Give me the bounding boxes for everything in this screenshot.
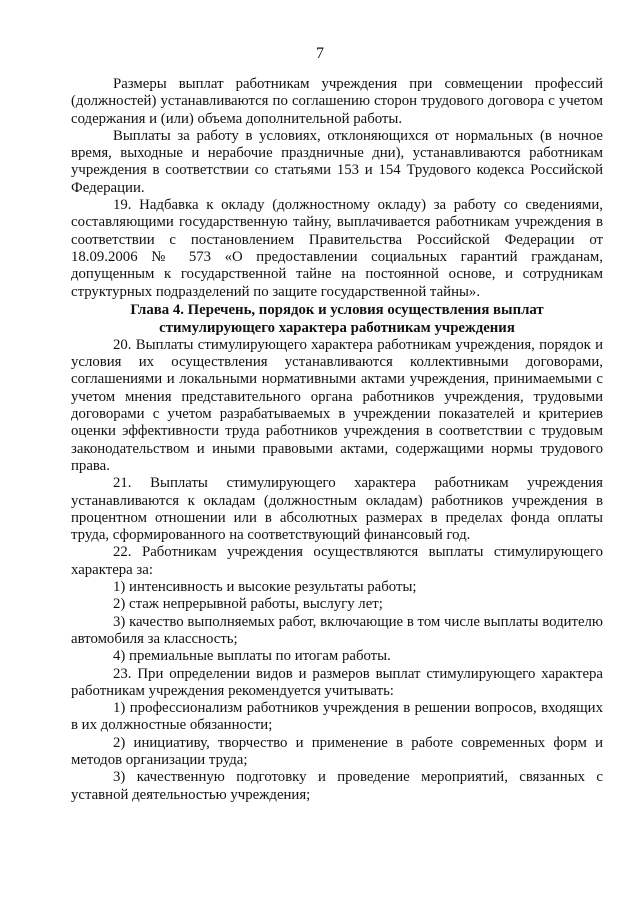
paragraph: Выплаты за работу в условиях, отклоняющихся от нормальных (в ночное время, выходные и нерабочие праздничные дни), устанавливаются работникам учреждения в соответствии со статьями 153 и 154 Трудового кодекса Российской Федерации. (71, 127, 603, 196)
paragraph-22: 22. Работникам учреждения осуществляются выплаты стимулирующего характера за: (71, 544, 603, 578)
document-body (71, 76, 603, 804)
page-number: 7 (316, 45, 324, 62)
list-item: 2) стаж непрерывной работы, выслугу лет; (113, 596, 383, 613)
chapter-heading (71, 301, 603, 337)
list-item: 2) инициативу, творчество и применение в работе современных форм и методов организации труда; (71, 734, 603, 768)
chapter-heading-line2: стимулирующего характера работникам учреждения (159, 319, 515, 336)
paragraph: Размеры выплат работникам учреждения при совмещении профессий (должностей) устанавливаются по соглашению сторон трудового договора с учетом содержания и (или) объема дополнительной работы. (71, 76, 603, 127)
paragraph-20: 20. Выплаты стимулирующего характера работникам учреждения, порядок и условия их осуществления устанавливаются коллективными договорами, соглашениями и локальными нормативными актами учреждения, принимаемыми с учетом мнения представительного органа работников учреждения, трудовыми договорами с учетом разрабатываемых в учреждении показателей и критериев оценки эффективности труда работников учреждения в соответствии с трудовым законодательством и иными правовыми актами, содержащими нормы трудового права. (71, 336, 603, 474)
paragraph-21: 21. Выплаты стимулирующего характера работникам учреждения устанавливаются к окладам (должностным окладам) работников учреждения в процентном отношении или в абсолютных размерах в пределах фонда оплаты труда, сформированного на соответствующий финансовый год. (71, 475, 603, 544)
list-item: 1) профессионализм работников учреждения в решении вопросов, входящих в их должностные обязанности; (71, 700, 603, 734)
list-item: 3) качественную подготовку и проведение мероприятий, связанных с уставной деятельностью учреждения; (71, 769, 603, 803)
list-item: 3) качество выполняемых работ, включающие в том числе выплаты водителю автомобиля за классность; (71, 613, 603, 647)
paragraph-23: 23. При определении видов и размеров выплат стимулирующего характера работникам учреждения рекомендуется учитывать: (71, 665, 603, 699)
chapter-heading-line1: Глава 4. Перечень, порядок и условия осуществления выплат (130, 301, 544, 318)
paragraph-19: 19. Надбавка к окладу (должностному окладу) за работу со сведениями, составляющими государственную тайну, выплачивается работникам учреждения в соответствии с постановлением Правительства Российской Федерации от 18.09.2006 № 573 «О предоставлении социальных гарантий гражданам, допущенным к государственной тайне на постоянной основе, и сотрудникам структурных подразделений по защите государственной тайны». (71, 197, 603, 300)
list-item: 1) интенсивность и высокие результаты работы; (113, 579, 417, 596)
list-item: 4) премиальные выплаты по итогам работы. (113, 648, 391, 665)
